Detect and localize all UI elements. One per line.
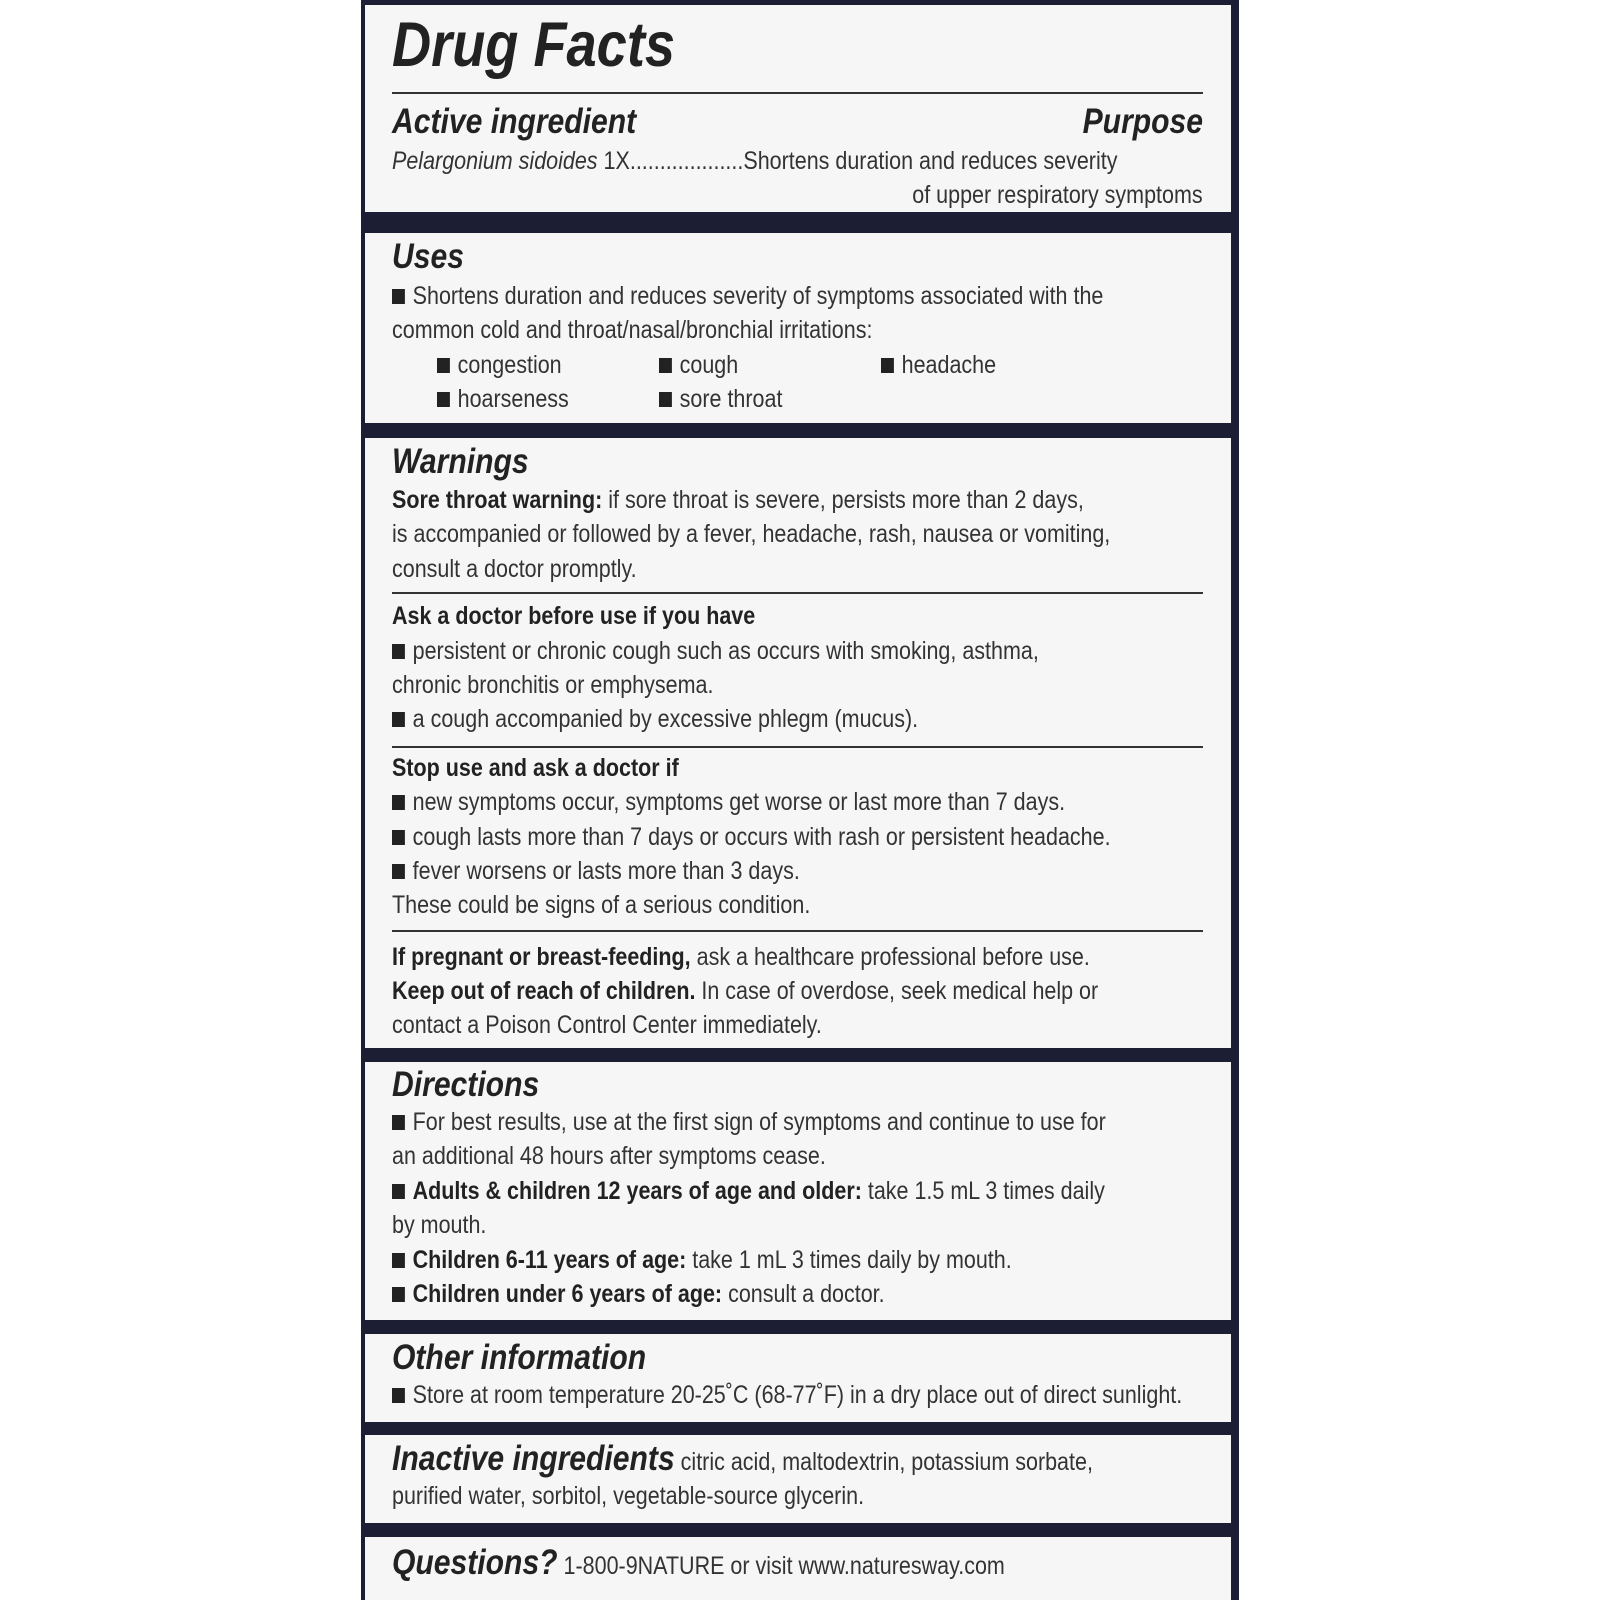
- bullet-icon: [881, 358, 894, 373]
- uses-text: Shortens duration and reduces severity of symptoms associated with the common cold and throat/nasal/bronchial irritations: congestion cough headache hoarseness sore throat: [392, 282, 1104, 414]
- pregnancy-children-section: If pregnant or breast-feeding, ask a healthcare professional before use. Keep out of reach of children. In case of overdose, seek medical help or contact a Poison Control Center immediately.: [392, 942, 1099, 1040]
- purpose-heading: Purpose: [1082, 102, 1203, 141]
- bullet-icon: [659, 392, 672, 407]
- bullet-icon: [659, 358, 672, 373]
- bullet-icon: [392, 1388, 405, 1403]
- ask-doctor-section: Ask a doctor before use if you have persistent or chronic cough such as occurs with smoking, asthma, chronic bronchitis or emphysema. a cough accompanied by excessive phlegm (mucus).: [392, 602, 1039, 734]
- directions-panel: [365, 1062, 1231, 1320]
- bullet-icon: [392, 1115, 405, 1130]
- inactive-ingredients-text: citric acid, maltodextrin, potassium sorbate,: [674, 1448, 1093, 1476]
- sore-throat-warning: Sore throat warning: if sore throat is severe, persists more than 2 days, is accompanied or followed by a fever, headache, rash, nausea or vomiting, consult a doctor promptly.: [392, 486, 1111, 583]
- inactive-ingredients-text-2: purified water, sorbitol, vegetable-source glycerin.: [392, 1482, 865, 1510]
- warnings-panel: [365, 438, 1231, 1048]
- inactive-ingredients-heading: Inactive ingredients: [392, 1439, 675, 1478]
- questions-row: [392, 1543, 1203, 1583]
- ask-doctor-heading: Ask a doctor before use if you have: [392, 602, 756, 631]
- title-rule: [392, 92, 1203, 94]
- purpose-line-2: of upper respiratory symptoms: [912, 181, 1203, 210]
- stop-use-section: Stop use and ask a doctor if new symptoms occur, symptoms get worse or last more than 7 days. cough lasts more than 7 days or occurs with rash or persistent headache. fever worsens or lasts more than 3 days. These could be signs of a serious condition.: [392, 753, 1111, 920]
- drug-facts-title: Drug Facts: [392, 10, 675, 80]
- drug-facts-label: [361, 0, 1239, 1600]
- directions-heading: Directions: [392, 1065, 540, 1104]
- warnings-rule: [392, 746, 1203, 748]
- questions-panel: [365, 1537, 1231, 1600]
- bullet-icon: [392, 1287, 405, 1302]
- stop-use-heading: Stop use and ask a doctor if: [392, 753, 679, 782]
- bullet-icon: [392, 1184, 405, 1199]
- bullet-icon: [392, 289, 405, 304]
- inactive-ingredients-row: [392, 1439, 1203, 1479]
- symptom-item: sore throat: [679, 385, 783, 414]
- bullet-icon: [392, 712, 405, 727]
- bullet-icon: [392, 864, 405, 879]
- bullet-icon: [392, 644, 405, 659]
- active-ingredient-panel: [365, 5, 1231, 212]
- purpose-line-1: Shortens duration and reduces severity: [743, 147, 1118, 175]
- other-information-panel: [365, 1334, 1231, 1422]
- warnings-rule: [392, 592, 1203, 594]
- bullet-icon: [392, 795, 405, 810]
- questions-contact: 1-800-9NATURE or visit www.naturesway.com: [557, 1552, 1005, 1580]
- symptom-item: headache: [901, 350, 997, 379]
- leader-dots: ...................: [629, 147, 744, 175]
- uses-heading: Uses: [392, 237, 464, 276]
- active-ingredient-row: [392, 144, 1203, 178]
- ingredient-potency: 1X: [603, 147, 630, 175]
- ingredient-name: Pelargonium sidoides: [392, 147, 598, 175]
- bullet-icon: [437, 392, 450, 407]
- symptom-item: hoarseness: [457, 385, 569, 414]
- symptom-item: cough: [679, 350, 739, 379]
- purpose-line-2-row: [392, 178, 1203, 212]
- other-information-heading: Other information: [392, 1338, 647, 1377]
- questions-heading: Questions?: [392, 1543, 558, 1582]
- other-information-text: Store at room temperature 20-25˚C (68-77˚F) in a dry place out of direct sunlight.: [392, 1378, 1203, 1412]
- directions-text: For best results, use at the first sign of symptoms and continue to use for an additional 48 hours after symptoms cease. Adults & children 12 years of age and older: take 1.5 mL 3 times daily by mouth. Children 6-11 years of age: take 1 mL 3 times daily by mouth. Children under 6 years of age: consult a doctor.: [392, 1108, 1106, 1308]
- uses-panel: [365, 233, 1231, 423]
- active-ingredient-heading: Active ingredient: [392, 102, 637, 141]
- warnings-rule: [392, 930, 1203, 932]
- bullet-icon: [437, 358, 450, 373]
- inactive-ingredients-panel: [365, 1435, 1231, 1523]
- bullet-icon: [392, 830, 405, 845]
- warnings-heading: Warnings: [392, 442, 529, 481]
- bullet-icon: [392, 1253, 405, 1268]
- symptom-item: congestion: [457, 350, 562, 379]
